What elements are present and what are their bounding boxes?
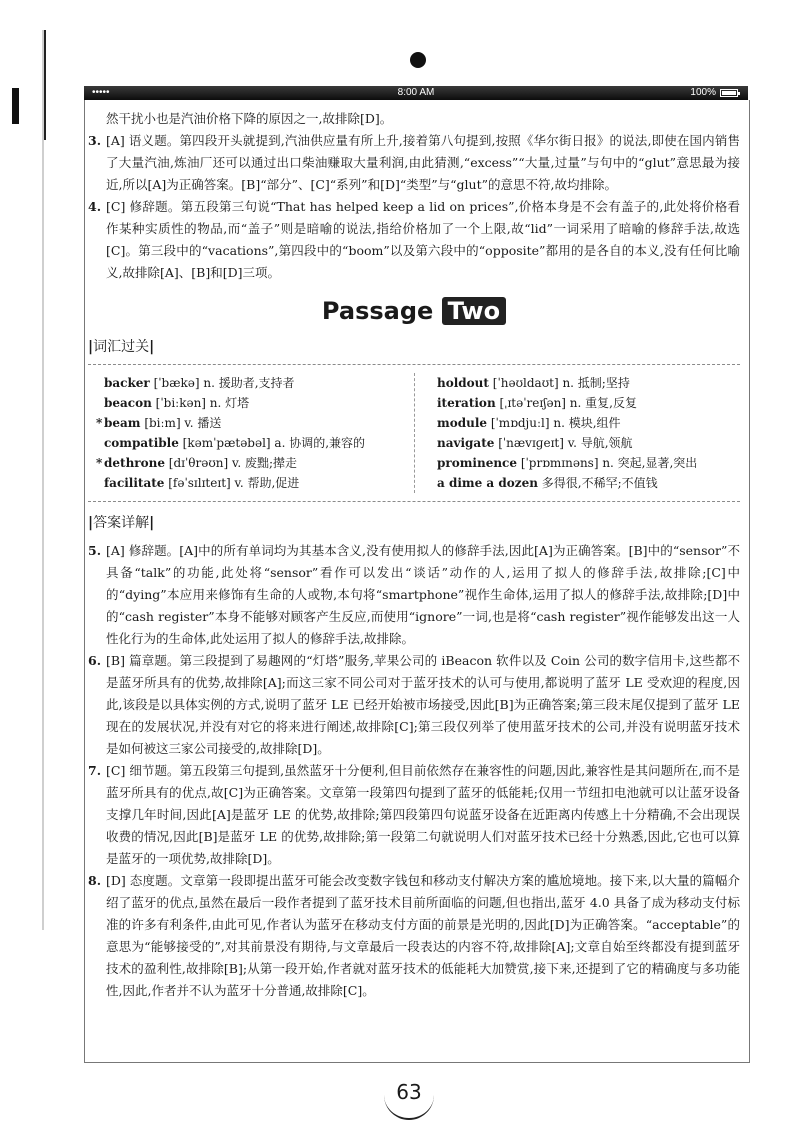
vocab-definition: [fəˈsɪlɪteɪt] v. 帮助,促进 [164,476,300,490]
vocab-definition: [kəmˈpætəbəl] a. 协调的,兼容的 [178,436,366,450]
page-content [88,108,740,1002]
vocab-definition: [ˈnævɪɡeɪt] v. 导航,领航 [494,436,633,450]
vocab-entry: * dethrone [dɪˈθrəʊn] v. 废黜;撵走 [96,456,298,470]
passage-title [88,296,740,326]
vocab-word: navigate [437,436,495,450]
vocab-column-left [88,373,414,493]
vocab-entry [104,393,414,413]
divider [88,364,740,365]
item-text: [A] 修辞题。[A]中的所有单词均为其基本含义,没有使用拟人的修辞手法,因此[A]为正确答案。[B]中的“sensor”不具备“talk”的功能,此处将“sensor”看作可以发出“谈话”动作的人,运用了拟人的修辞手法,故排除;[C]中的“dying”本应用来修饰有生命的人或物,本句将“smartphone”视作生命体,运用了拟人的修辞手法,故排除;[D]中的“cash register”本身不能够对顾客产生反应,而使用“ignore”一词,也是将“cash register”视作能够发出这一人性化行为的生命体,此处运用了拟人的修辞手法,故排除。 [106,543,740,646]
vocab-word: facilitate [104,476,165,490]
vocab-definition: [dɪˈθrəʊn] v. 废黜;撵走 [164,456,298,470]
answers-heading-text: 答案详解 [93,515,150,531]
vocab-word: beam [104,416,141,430]
vocab-definition: [ˈhəʊldaʊt] n. 抵制;坚持 [488,376,630,390]
answers-heading: |答案详解| [88,515,155,531]
vocab-word: backer [104,376,150,390]
item-text: [C] 修辞题。第五段第三句说“That has helped keep a lid on prices”,价格本身是不会有盖子的,此处将价格看作某种实质性的物品,而“盖子”则是暗喻的说法,指给价格加了一个上限,故“lid”一词采用了暗喻的修辞手法,故选[C]。第三段中的“vacations”,第四段中的“boom”以及第六段中的“opposite”都用的是各自的本义,没有任何比喻义,故排除[A]、[B]和[D]三项。 [106,199,740,280]
page-dot [410,52,426,68]
vocab-entry [437,433,740,453]
status-bar [84,86,748,100]
vocab-heading-text: 词汇过关 [93,339,150,355]
vocab-word: beacon [104,396,152,410]
vocab-word: dethrone [104,456,165,470]
vocab-entry [104,473,414,493]
vocab-definition: [ˈbiːkən] n. 灯塔 [151,396,250,410]
vocab-word: prominence [437,456,517,470]
battery-indicator [690,87,738,98]
vocab-word: holdout [437,376,489,390]
divider [88,501,740,502]
page-margin-tick [12,88,19,124]
item-number: 7. [88,763,102,778]
answer-item-8 [88,870,740,1002]
vocab-definition: [ˌɪtəˈreɪʃən] n. 重复,反复 [495,396,637,410]
vocab-definition: [biːm] v. 播送 [140,416,222,430]
vocab-entry [104,373,414,393]
battery-icon [720,89,738,97]
passage-title-prefix: Passage [321,297,434,325]
vocab-table [88,367,740,499]
vocab-entry [104,433,414,453]
vocab-word: iteration [437,396,496,410]
vocab-word: compatible [104,436,179,450]
answer-item-3 [88,130,740,196]
vocab-entry [437,413,740,433]
item-text: [B] 篇章题。第三段提到了易趣网的“灯塔”服务,苹果公司的 iBeacon 软件以及 Coin 公司的数字信用卡,这些都不是蓝牙所具有的优势,故排除[A];而这三家不同公司对于蓝牙技术的认可与使用,都说明了蓝牙 LE 受欢迎的程度,因此,该段是以具体实例的方式,说明了蓝牙 LE 已经开始被市场接受,因此[B]为正确答案;第三段末尾仅提到了蓝牙 LE 现在的发展状况,并没有对它的将来进行阐述,故排除[C];第三段仅列举了使用蓝牙技术的公司,并没有说明蓝牙技术是如何被这三家公司接受的,故排除[D]。 [106,653,740,756]
vocab-definition: [ˈmɒdjuːl] n. 模块,组件 [487,416,621,430]
vocab-entry [437,453,740,473]
vocab-definition: [ˈprɒmɪnəns] n. 突起,显著,突出 [517,456,698,470]
item-number: 3. [88,133,102,148]
item-number: 5. [88,543,102,558]
vocab-definition: 多得很,不稀罕;不值钱 [537,476,658,490]
page-number: 63 [384,1070,434,1120]
vocab-word: a dime a dozen [437,476,538,490]
vocab-entry [437,473,740,493]
item-text: [D] 态度题。文章第一段即提出蓝牙可能会改变数字钱包和移动支付解决方案的尴尬境地。接下来,以大量的篇幅介绍了蓝牙的优点,虽然在最后一段作者提到了蓝牙技术目前所面临的问题,但也指出,蓝牙 4.0 具备了成为移动支付标准的许多有利条件,由此可见,作者认为蓝牙在移动支付方面的前景是光明的,因此[D]为正确答案。“acceptable”的意思为“能够接受的”,对其前景没有期待,与文章最后一段表达的内容不符,故排除[A];文章自始至终都没有提到蓝牙技术的盈利性,故排除[B];从第一段开始,作者就对蓝牙技术的低能耗大加赞赏,接下来,还提到了它的精确度与多功能性,因此,作者并不认为蓝牙十分普通,故排除[C]。 [106,873,740,998]
vocab-column-right [414,373,740,493]
vocab-entry [437,373,740,393]
vocab-entry [437,393,740,413]
vocab-definition: [ˈbækə] n. 援助者,支持者 [149,376,295,390]
answer-item-5 [88,540,740,650]
vocab-word: module [437,416,488,430]
passage-title-highlight: Two [442,297,506,325]
vocab-heading: |词汇过关| [88,339,155,355]
item-number: 4. [88,199,102,214]
answer-item-4 [88,196,740,284]
signal-icon: ••••• [92,87,110,98]
item-text: [A] 语义题。第四段开头就提到,汽油供应量有所上升,接着第八句提到,按照《华尔街日报》的说法,即使在国内销售了大量汽油,炼油厂还可以通过出口柴油赚取大量利润,由此猜测,“excess”“大量,过量”与句中的“glut”意思最为接近,所以[A]为正确答案。[B]“部分”、[C]“系列”和[D]“类型”与“glut”的意思不符,故均排除。 [106,133,740,192]
battery-fill [722,91,736,95]
page-margin-line [42,30,44,930]
page-margin-tick [44,30,46,140]
battery-label: 100% [690,87,716,98]
status-time: 8:00 AM [397,87,435,98]
answer-item-6 [88,650,740,760]
intro-line: 然干扰小也是汽油价格下降的原因之一,故排除[D]。 [106,111,393,126]
item-number: 6. [88,653,102,668]
item-number: 8. [88,873,102,888]
answer-item-7 [88,760,740,870]
vocab-entry: * beam [biːm] v. 播送 [96,416,222,430]
item-text: [C] 细节题。第五段第三句提到,虽然蓝牙十分便利,但目前依然存在兼容性的问题,因此,兼容性是其问题所在,而不是蓝牙所具有的优点,故[C]为正确答案。文章第一段第四句提到了蓝牙的低能耗;仅用一节纽扣电池就可以让蓝牙设备支撑几年时间,因此[A]是蓝牙 LE 的优势,故排除;第四段第四句说蓝牙设备在近距离内传感上十分精确,不会出现误收费的情况,因此[B]是蓝牙 LE 的优势,故排除;第一段第二句就说明人们对蓝牙技术已经十分熟悉,因此,它也可以算是蓝牙的一项优势,故排除[D]。 [106,763,740,866]
